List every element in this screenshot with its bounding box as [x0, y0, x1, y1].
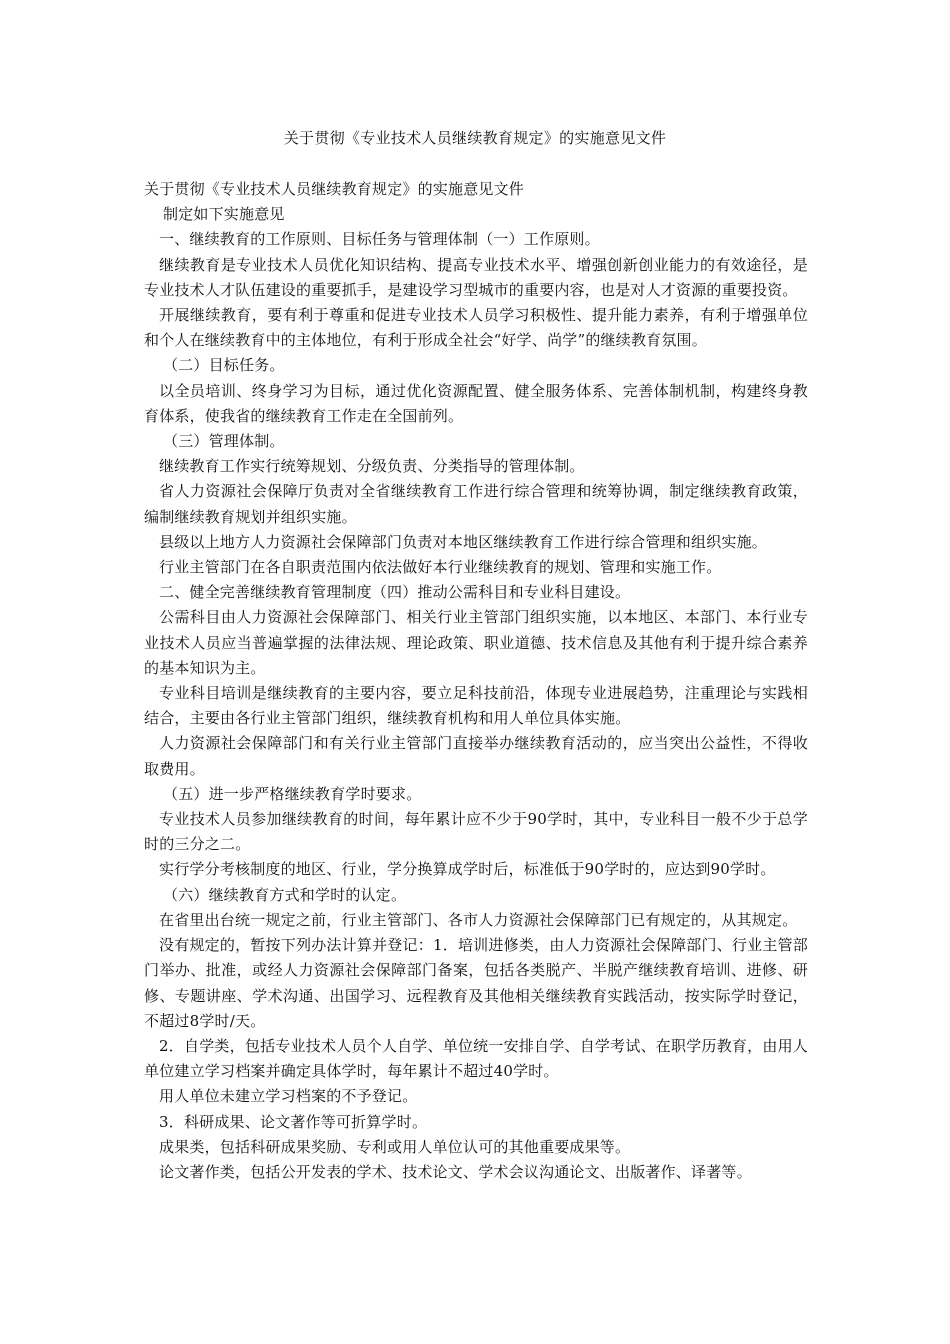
- paragraph: 关于贯彻《专业技术人员继续教育规定》的实施意见文件: [144, 180, 525, 198]
- paragraph: 没有规定的，暂按下列办法计算并登记：1．培训进修类，由人力资源社会保障部门、行业主管部门举办、批准，或经人力资源社会保障部门备案，包括各类脱产、半脱产继续教育培训、进修、研修、专题讲座、学术沟通、出国学习、远程教育及其他相关继续教育实践活动，按实际学时登记，不超过8学时/天。: [144, 936, 808, 1030]
- paragraph: 人力资源社会保障部门和有关行业主管部门直接举办继续教育活动的，应当突出公益性，不得收取费用。: [144, 734, 808, 778]
- paragraph: 专业技术人员参加继续教育的时间，每年累计应不少于90学时，其中，专业科目一般不少于总学时的三分之二。: [144, 810, 808, 854]
- paragraph: 以全员培训、终身学习为目标，通过优化资源配置、健全服务体系、完善体制机制，构建终身教育体系，使我省的继续教育工作走在全国前列。: [144, 381, 808, 425]
- paragraph: 成果类，包括科研成果奖励、专利或用人单位认可的其他重要成果等。: [159, 1137, 631, 1156]
- paragraph: 论文著作类，包括公开发表的学术、技术论文、学术会议沟通论文、出版著作、译著等。: [159, 1162, 752, 1181]
- paragraph: 继续教育工作实行统筹规划、分级负责、分类指导的管理体制。: [159, 457, 585, 476]
- paragraph: （六）继续教育方式和学时的认定。: [163, 885, 407, 904]
- paragraph: （二）目标任务。: [163, 356, 285, 375]
- paragraph: 在省里出台统一规定之前，行业主管部门、各市人力资源社会保障部门已有规定的，从其规定。: [159, 910, 798, 929]
- paragraph: 专业科目培训是继续教育的主要内容，要立足科技前沿，体现专业进展趋势，注重理论与实践相结合，主要由各行业主管部门组织，继续教育机构和用人单位具体实施。: [144, 684, 808, 728]
- paragraph: （五）进一步严格继续教育学时要求。: [163, 784, 422, 803]
- paragraph: 用人单位未建立学习档案的不予登记。: [159, 1087, 418, 1106]
- document-body: [144, 177, 808, 1185]
- paragraph: 实行学分考核制度的地区、行业，学分换算成学时后，标准低于90学时的，应达到90学时。: [159, 860, 776, 879]
- paragraph: 制定如下实施意见: [163, 205, 285, 224]
- paragraph: 省人力资源社会保障厅负责对全省继续教育工作进行综合管理和统筹协调，制定继续教育政策，编制继续教育规划并组织实施。: [144, 482, 808, 526]
- paragraph: （三）管理体制。: [163, 432, 285, 451]
- paragraph: 继续教育是专业技术人员优化知识结构、提高专业技术水平、增强创新创业能力的有效途径，是专业技术人才队伍建设的重要抓手，是建设学习型城市的重要内容，也是对人才资源的重要投资。: [144, 255, 808, 299]
- paragraph: 2．自学类，包括专业技术人员个人自学、单位统一安排自学、自学考试、在职学历教育，由用人单位建立学习档案并确定具体学时，每年累计不超过40学时。: [144, 1036, 808, 1081]
- paragraph: 一、继续教育的工作原则、目标任务与管理体制（一）工作原则。: [159, 230, 600, 249]
- paragraph: 县级以上地方人力资源社会保障部门负责对本地区继续教育工作进行综合管理和组织实施。: [159, 532, 768, 551]
- paragraph: 开展继续教育，要有利于尊重和促进专业技术人员学习积极性、提升能力素养，有利于增强单位和个人在继续教育中的主体地位，有利于形成全社会“好学、尚学”的继续教育氛围。: [144, 306, 808, 350]
- paragraph: 公需科目由人力资源社会保障部门、相关行业主管部门组织实施，以本地区、本部门、本行业专业技术人员应当普遍掌握的法律法规、理论政策、职业道德、技术信息及其他有利于提升综合素养的基本知识为主。: [144, 608, 808, 677]
- paragraph: 3．科研成果、论文著作等可折算学时。: [159, 1112, 428, 1131]
- paragraph: 二、健全完善继续教育管理制度（四）推动公需科目和专业科目建设。: [159, 583, 631, 602]
- paragraph: 行业主管部门在各自职责范围内依法做好本行业继续教育的规划、管理和实施工作。: [159, 558, 722, 577]
- document-title: 关于贯彻《专业技术人员继续教育规定》的实施意见文件: [283, 129, 667, 147]
